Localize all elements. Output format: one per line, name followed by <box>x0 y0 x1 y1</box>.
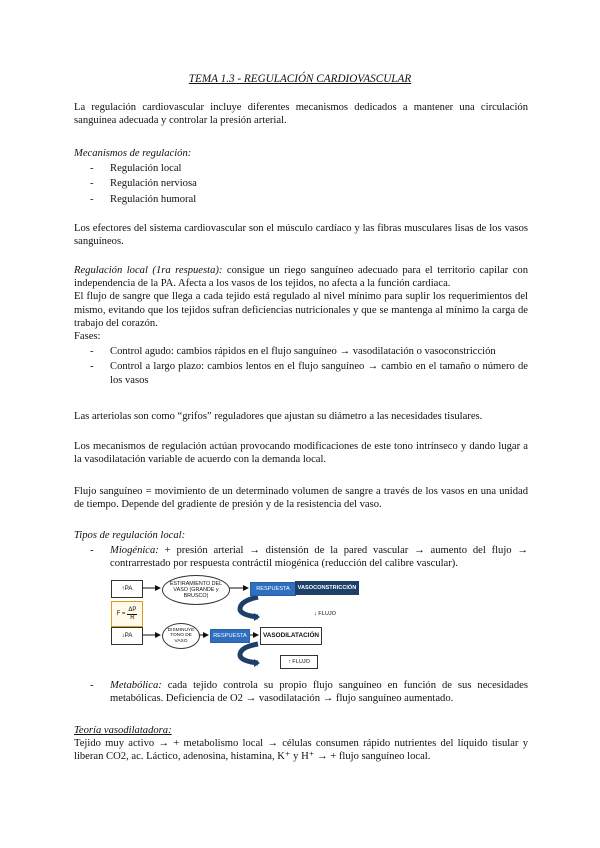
pa-increase-box: ↑PA <box>111 580 143 598</box>
mechanisms-list <box>74 162 528 206</box>
curved-arrow-down-head <box>254 613 260 621</box>
metabolic-list <box>74 679 528 705</box>
mechanisms-heading: Mecanismos de regulación: <box>74 148 192 159</box>
mechanisms-section <box>74 147 528 206</box>
list-item <box>74 544 528 570</box>
list-item: - Regulación nerviosa <box>74 177 528 190</box>
effectors-paragraph: Los efectores del sistema cardiovascular son el músculo cardíaco y las fibras musculares lisas de los vasos sanguíneos. <box>74 223 528 248</box>
local-types-heading: Tipos de regulación local: <box>74 530 186 541</box>
formula-lhs: F = <box>116 610 126 617</box>
pa-decrease-box: ↓PA <box>111 627 143 645</box>
list-item: - Regulación humoral <box>74 193 528 206</box>
vasodilator-theory-heading: Teoría vasodilatadora: <box>74 725 172 736</box>
metabolic-text: cada tejido controla su propio flujo sanguíneo en función de sus necesidades metabólicas. Deficiencia de O2 → vasodilatación → flujo sanguíneo aumentado. <box>110 680 528 705</box>
list-item: - Control agudo: cambios rápidos en el flujo sanguíneo → vasodilatación o vasoconstricción <box>74 345 528 358</box>
arterioles-paragraph: Las arteriolas son como “grifos” reguladores que ajustan su diámetro a las necesidades tisulares. <box>74 411 483 422</box>
formula-box <box>111 601 143 627</box>
response-box-2: RESPUESTA <box>210 629 250 643</box>
myogenic-diagram <box>108 575 398 675</box>
blood-flow-definition: Flujo sanguíneo = movimiento de un determinado volumen de sangre a través de los vasos en una unidad de tiempo. Depende del gradiente de presión y de la resistencia del vaso. <box>74 486 528 511</box>
local-regulation-label: Regulación local (1ra respuesta): <box>74 265 223 276</box>
curved-arrow-up-head <box>254 659 260 667</box>
flow-decrease-label: ↓ FLUJO <box>313 610 337 617</box>
stretch-ellipse: ESTIRAMIENTO DEL VASO (GRANDE y BRUSCO) <box>162 575 230 605</box>
myogenic-text: + presión arterial → distensión de la pared vascular → aumento del flujo → contrarrestado por respuesta contráctil miogénica (reducción del calibre vascular). <box>110 545 528 570</box>
metabolic-label: Metabólica: <box>110 680 162 691</box>
vasoconstriction-box: VASOCONSTRICCIÓN <box>295 581 359 595</box>
decrease-tone-ellipse: DISMINUYE TONO DE VASO <box>162 623 200 649</box>
list-item <box>74 679 528 705</box>
list-item: - Regulación local <box>74 162 528 175</box>
formula-fraction <box>127 607 137 621</box>
vasodilation-box: VASODILATACIÓN <box>260 627 322 645</box>
local-types-section <box>74 529 528 571</box>
vasodilator-theory-section <box>74 724 528 764</box>
metabolic-section <box>74 679 528 705</box>
flow-requirements-paragraph: El flujo de sangre que llega a cada tejido está regulado al nivel mínimo para suplir los requerimientos del mismo, evitando que los tejidos sufran deficiencias nutricionales y que se mantenga al mínimo la carga de trabajo del corazón. <box>74 291 528 329</box>
myogenic-label: Miogénica: <box>110 545 159 557</box>
flow-increase-box: ↑ FLUJO <box>280 655 318 669</box>
vasodilator-theory-text: Tejido muy activo → + metabolismo local → células consumen rápido nutrientes del líquido tisular y liberan CO2, ac. Láctico, adenosina, histamina, K⁺ y H⁺ → + flujo sanguíneo local. <box>74 738 528 763</box>
formula-denominator: R <box>130 614 135 621</box>
intro-paragraph: La regulación cardiovascular incluye diferentes mecanismos dedicados a mantener una circulación sanguínea adecuada y controlar la presión arterial. <box>74 102 528 127</box>
mechanisms-action-paragraph: Los mecanismos de regulación actúan provocando modificaciones de este tono intrínseco y dando lugar a la vasodilatación variable de acuerdo con la demanda local. <box>74 441 528 466</box>
response-box-1: RESPUESTA <box>250 582 296 596</box>
local-regulation-section <box>74 264 528 387</box>
phases-list <box>74 345 528 387</box>
phases-label: Fases: <box>74 331 101 343</box>
local-regulation-text: consigue un riego sanguíneo adecuado para el territorio capilar con independencia de la PA. Afecta a los vasos de los tejidos, no afecta a la función cardiaca. <box>74 265 529 290</box>
page-title: TEMA 1.3 - REGULACIÓN CARDIOVASCULAR <box>188 73 412 85</box>
formula-numerator: ΔP <box>128 607 137 613</box>
local-regulation-paragraph <box>74 264 528 290</box>
local-types-list <box>74 544 528 570</box>
list-item: - Control a largo plazo: cambios lentos en el flujo sanguíneo → cambio en el tamaño o número de los vasos <box>74 360 528 386</box>
